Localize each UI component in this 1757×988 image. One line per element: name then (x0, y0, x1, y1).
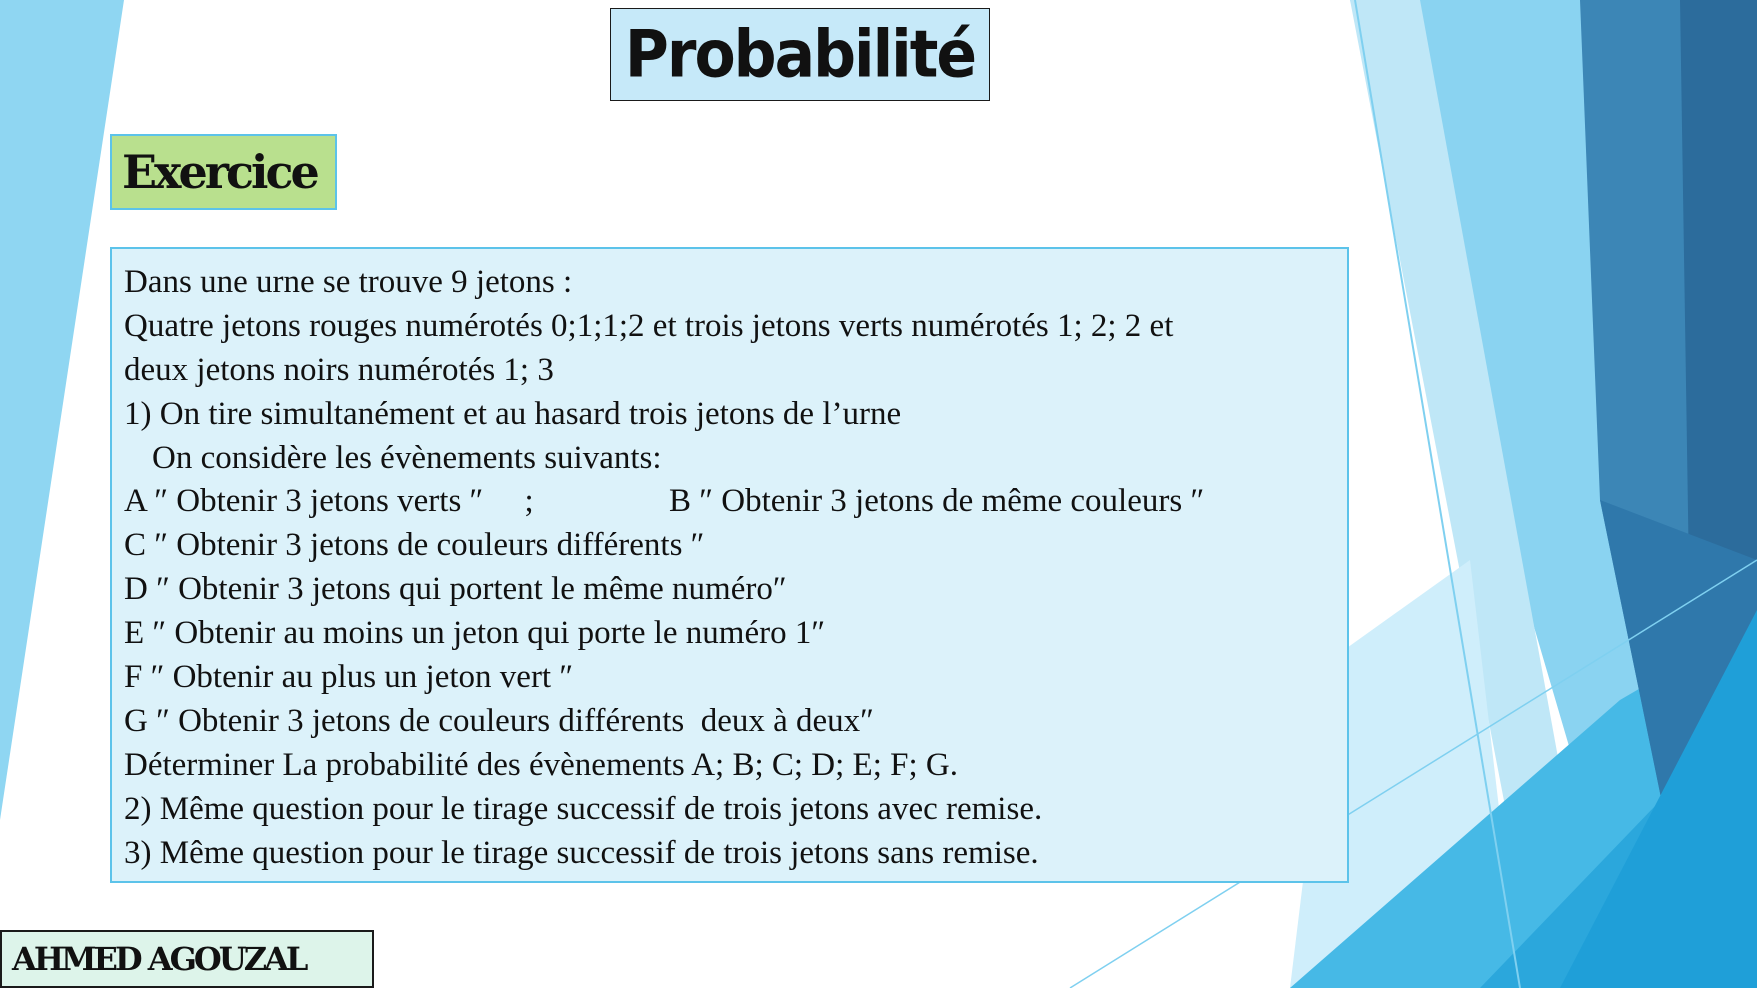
problem-line-event-g: G ″ Obtenir 3 jetons de couleurs différents deux à deux″ (124, 702, 874, 739)
problem-line-event-e: E ″ Obtenir au moins un jeton qui porte le numéro 1″ (124, 615, 826, 652)
title-box (610, 8, 990, 101)
event-a: A ″ Obtenir 3 jetons verts ″ ; (124, 483, 534, 520)
problem-line-event-f: F ″ Obtenir au plus un jeton vert ″ (124, 659, 574, 696)
left-wedge-shape (0, 0, 124, 820)
problem-line-3: deux jetons noirs numérotés 1; 3 (124, 351, 554, 388)
exercice-label: Exercice (122, 145, 317, 199)
problem-line-question: Déterminer La probabilité des évènements A; B; C; D; E; F; G. (124, 746, 958, 783)
event-b: B ″ Obtenir 3 jetons de même couleurs ″ (669, 483, 1205, 520)
author-box (0, 930, 374, 988)
slide-title: Probabilité (624, 16, 976, 93)
exercice-label-box (110, 134, 337, 210)
problem-line-4: 1) On tire simultanément et au hasard trois jetons de l’urne (124, 395, 902, 432)
problem-line-1: Dans une urne se trouve 9 jetons : (124, 264, 573, 300)
problem-line-question-2: 2) Même question pour le tirage successif de trois jetons avec remise. (124, 790, 1043, 827)
author-name: AHMED AGOUZAL (12, 940, 306, 978)
problem-line-2: Quatre jetons rouges numérotés 0;1;1;2 et trois jetons verts numérotés 1; 2; 2 et (124, 307, 1174, 344)
problem-line-event-d: D ″ Obtenir 3 jetons qui portent le même numéro″ (124, 571, 787, 608)
problem-line-event-c: C ″ Obtenir 3 jetons de couleurs différents ″ (124, 527, 705, 564)
problem-line-question-3: 3) Même question pour le tirage successif de trois jetons sans remise. (124, 834, 1039, 871)
problem-line-events-ab (124, 480, 1337, 524)
problem-line-5: On considère les évènements suivants: (152, 439, 662, 476)
problem-statement-box (110, 247, 1349, 883)
